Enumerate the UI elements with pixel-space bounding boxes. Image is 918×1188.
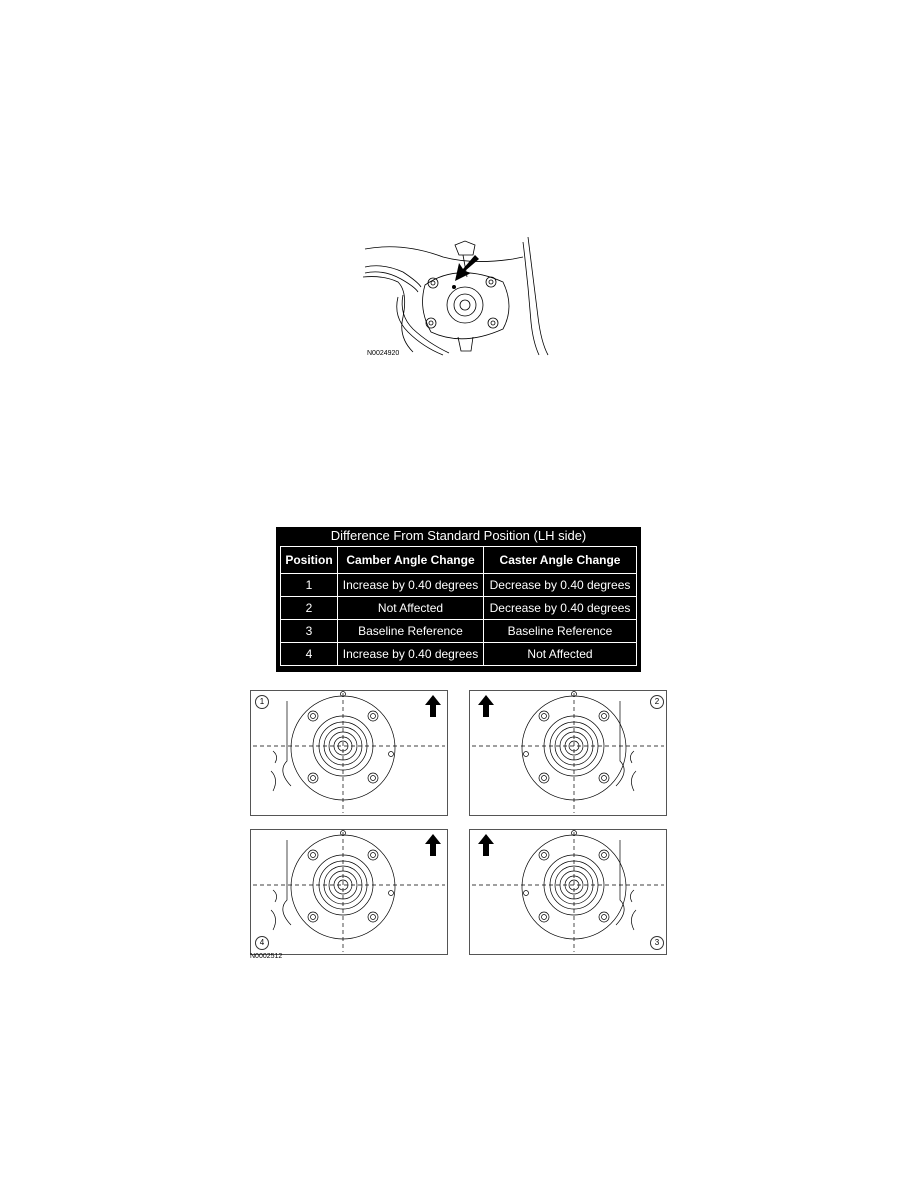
header-camber: Camber Angle Change <box>338 547 484 574</box>
header-caster: Caster Angle Change <box>484 547 637 574</box>
position-number-badge: 2 <box>650 695 664 709</box>
pointer-arrow-icon <box>455 255 479 281</box>
cell-camber: Baseline Reference <box>338 620 484 643</box>
position-panel <box>250 829 448 955</box>
mount-drawing <box>251 691 447 815</box>
cell-caster: Baseline Reference <box>484 620 637 643</box>
direction-arrow-icon <box>425 695 441 717</box>
cell-caster: Decrease by 0.40 degrees <box>484 574 637 597</box>
cell-position: 3 <box>281 620 338 643</box>
figure-id-label: N0024920 <box>367 350 400 357</box>
mount-drawing <box>251 830 447 954</box>
strut-mount-illustration <box>363 237 553 362</box>
cell-caster: Decrease by 0.40 degrees <box>484 597 637 620</box>
mount-drawing <box>470 691 666 815</box>
table-header-row <box>281 547 637 574</box>
direction-arrow-icon <box>478 834 494 856</box>
cell-camber: Increase by 0.40 degrees <box>338 643 484 666</box>
table-row <box>281 620 637 643</box>
direction-arrow-icon <box>478 695 494 717</box>
figure-id-label: N0002512 <box>250 953 283 960</box>
mount-positions-illustration <box>250 690 670 970</box>
table-row <box>281 597 637 620</box>
table-row <box>281 574 637 597</box>
position-panel <box>469 829 667 955</box>
cell-position: 1 <box>281 574 338 597</box>
strut-mount-drawing <box>363 237 553 362</box>
position-number-badge: 1 <box>255 695 269 709</box>
cell-camber: Not Affected <box>338 597 484 620</box>
cell-camber: Increase by 0.40 degrees <box>338 574 484 597</box>
table-title: Difference From Standard Position (LH side) <box>330 528 587 543</box>
cell-caster: Not Affected <box>484 643 637 666</box>
header-position: Position <box>281 547 338 574</box>
position-number-badge: 4 <box>255 936 269 950</box>
data-table <box>280 546 637 666</box>
cell-position: 2 <box>281 597 338 620</box>
table-row <box>281 643 637 666</box>
cell-position: 4 <box>281 643 338 666</box>
position-panel <box>250 690 448 816</box>
direction-arrow-icon <box>425 834 441 856</box>
position-difference-table <box>276 527 641 672</box>
position-panel <box>469 690 667 816</box>
mount-drawing <box>470 830 666 954</box>
alignment-mark <box>452 285 456 289</box>
position-number-badge: 3 <box>650 936 664 950</box>
